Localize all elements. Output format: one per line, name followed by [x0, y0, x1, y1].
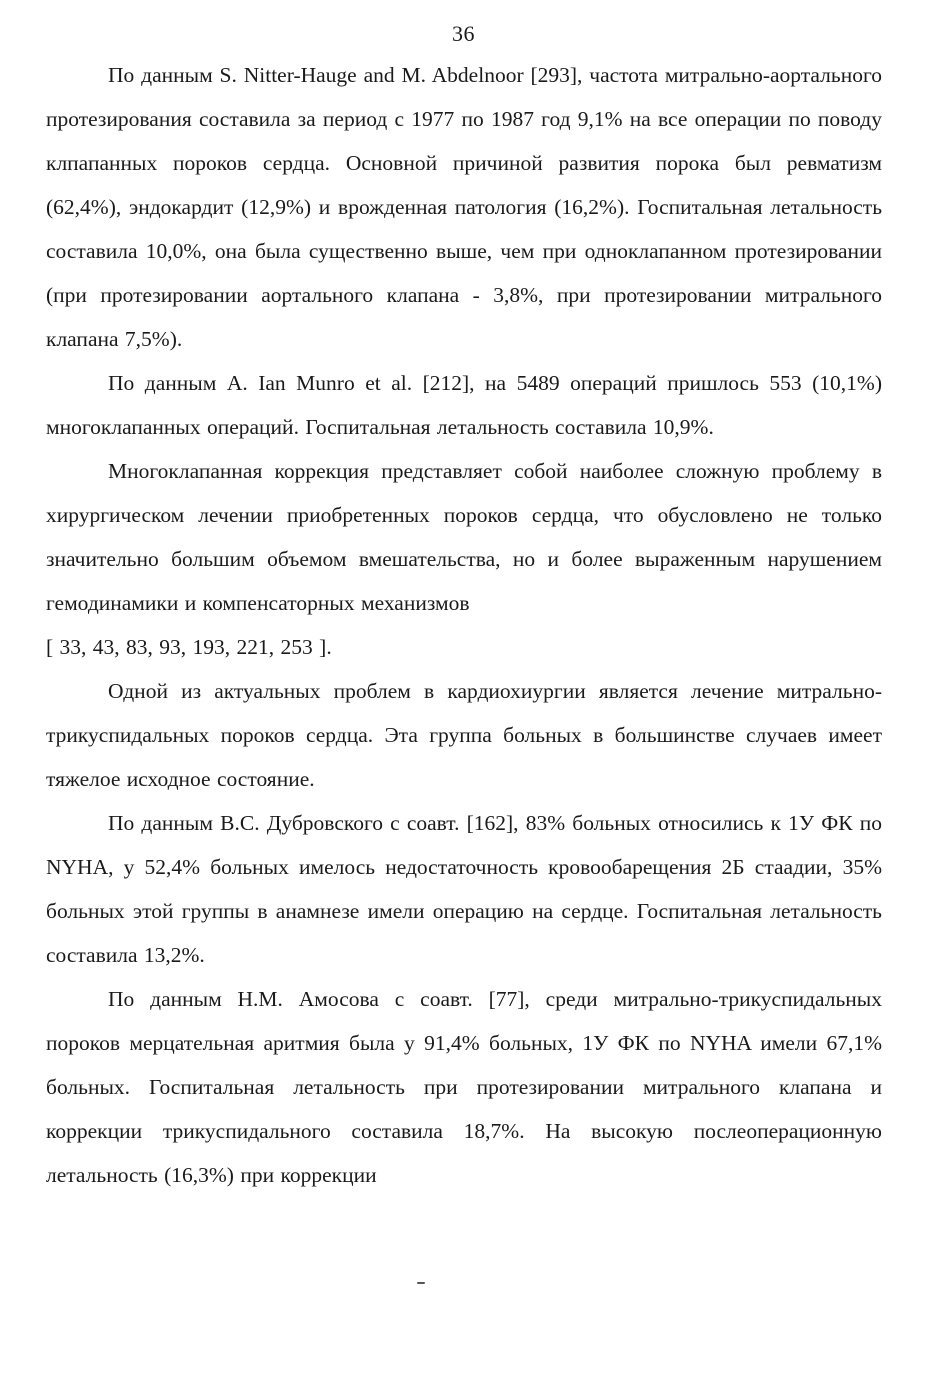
paragraph-amosov: По данным Н.М. Амосова с соавт. [77], среди митрально-трикуспидальных пороков мерцательная аритмия была у 91,4% больных, 1У ФК по NYHA имели 67,1% больных. Госпитальная летальность при протезировании митрального клапана и коррекции трикуспидального составила 18,7%. На высокую послеоперационную летальность (16,3%) при коррекции — [46, 987, 882, 1187]
paragraph-nitter-hauge: По данным S. Nitter-Hauge and M. Abdelnoor [293], частота митрально-аортального протезирования составила за период с 1977 по 1987 год 9,1% на все операции по поводу клпапанных пороков сердца. Основной причиной развития порока был ревматизм (62,4%), эндокардит (12,9%) и врожденная патология (16,2%). Госпитальная летальность составила 10,0%, она была существенно выше, чем при одноклапанном протезировании (при протезировании аортального клапана - 3,8%, при протезировании митрального клапана 7,5%). — [46, 63, 882, 351]
body-text — [46, 53, 882, 1197]
paragraph-dubrovsky: По данным В.С. Дубровского с соавт. [162], 83% больных относились к 1У ФК по NYHA, у 52,4% больных имелось недостаточность кровообарещения 2Б стаадии, 35% больных этой группы в анамнезе имели операцию на сердце. Госпитальная летальность составила 13,2%. — [46, 811, 882, 967]
paragraph-mitral-tricuspid: Одной из актуальных проблем в кардиохиургии является лечение митрально-трикуспидальных пороков сердца. Эта группа больных в большинстве случаев имеет тяжелое исходное состояние. — [46, 679, 882, 791]
scan-artifact-mark — [417, 1282, 425, 1284]
paragraph-munro: По данным A. Ian Munro et al. [212], на 5489 операций пришлось 553 (10,1%) многоклапанных операций. Госпитальная летальность составила 10,9%. — [46, 371, 882, 439]
paragraph-multivalve-correction — [46, 449, 882, 669]
paragraph-multivalve-text: Многоклапанная коррекция представляет собой наиболее сложную проблему в хирургическом лечении приобретенных пороков сердца, что обусловлено не только значительно большим объемом вмешательства, но и более выраженным нарушением гемодинамики и компенсаторных механизмов — [46, 459, 882, 615]
page-number: 36 — [452, 21, 475, 46]
reference-list: [ 33, 43, 83, 93, 193, 221, 253 ]. — [46, 635, 332, 659]
